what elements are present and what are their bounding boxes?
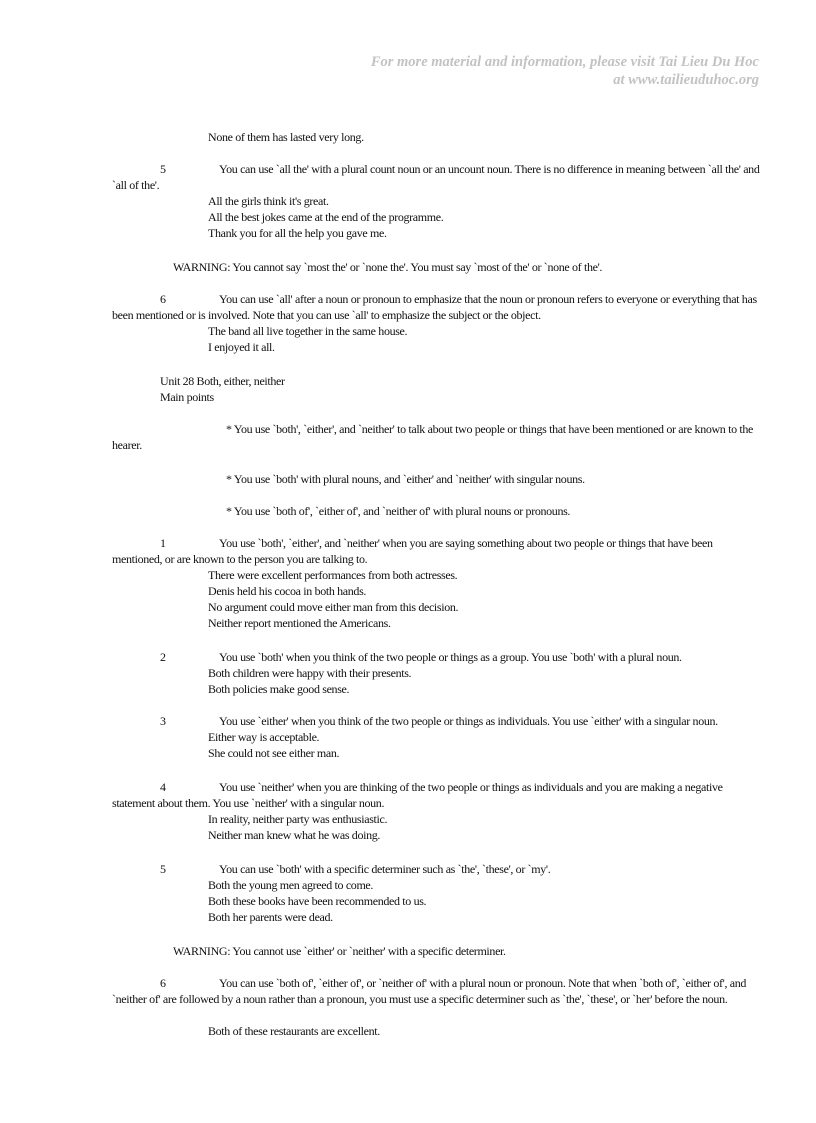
example-line: Neither man knew what he was doing. (208, 828, 381, 842)
paragraph-number: 5 (160, 162, 166, 176)
page-header (371, 53, 759, 89)
paragraph-text: You use `both', `either', and `neither' when you are saying something about two people or things that have been mentioned, or are known to the person you are talking to. (112, 536, 713, 566)
warning-note: WARNING: You cannot use `either' or `neither' with a specific determiner. (173, 944, 506, 958)
paragraph-number: 6 (160, 292, 166, 306)
example-line: Both her parents were dead. (208, 910, 333, 924)
example-line: There were excellent performances from both actresses. (208, 568, 458, 582)
numbered-paragraph (112, 779, 762, 811)
header-line-1: For more material and information, please visit Tai Lieu Du Hoc (370, 54, 759, 70)
paragraph-number: 1 (160, 536, 166, 550)
example-line: I enjoyed it all. (208, 340, 275, 354)
example-line: She could not see either man. (208, 746, 340, 760)
paragraph-number: 2 (160, 650, 166, 664)
example-line: Denis held his cocoa in both hands. (208, 584, 367, 598)
paragraph-number: 4 (160, 780, 166, 794)
paragraph-number: 3 (160, 714, 166, 728)
main-point: * You use `both' with plural nouns, and `either' and `neither' with singular nouns. (226, 472, 585, 486)
example-line: The band all live together in the same house. (208, 324, 408, 338)
paragraph-text: You can use `all' after a noun or pronoun to emphasize that the noun or pronoun refers to everyone or everything that has been mentioned or is involved. Note that you can use `all' to emphasize the subject or the object. (112, 292, 757, 322)
paragraph-text: You use `neither' when you are thinking of the two people or things as individuals and you are making a negative statement about them. You use `neither' with a singular noun. (112, 780, 723, 810)
numbered-paragraph (112, 535, 762, 567)
example-line: Neither report mentioned the Americans. (208, 616, 391, 630)
example-line: Both these books have been recommended to us. (208, 894, 427, 908)
numbered-paragraph (112, 975, 762, 1007)
numbered-paragraph (112, 161, 762, 193)
paragraph-text: You can use `all the' with a plural count noun or an uncount noun. There is no difference in meaning between `all the' and `all of the'. (112, 162, 760, 192)
example-line: Both policies make good sense. (208, 682, 350, 696)
paragraph-text: You can use `both of', `either of', or `neither of' with a plural noun or pronoun. Note that when `both of', `either of', and `neither of' are followed by a noun rather than a pronoun, you must use a specific determiner such as `the', `these', or `her' before the noun. (112, 976, 747, 1006)
main-point: * You use `both of', `either of', and `neither of' with plural nouns or pronouns. (226, 504, 571, 518)
example-line: None of them has lasted very long. (208, 130, 364, 144)
header-line-2[interactable]: at www.tailieuduhoc.org (613, 72, 759, 88)
paragraph-text: You can use `both' with a specific determiner such as `the', `these', or `my'. (219, 862, 551, 876)
numbered-paragraph (112, 291, 762, 323)
warning-note: WARNING: You cannot say `most the' or `none the'. You must say `most of the' or `none of the'. (173, 260, 603, 274)
example-line: Thank you for all the help you gave me. (208, 226, 387, 240)
example-line: Either way is acceptable. (208, 730, 320, 744)
paragraph-number: 5 (160, 862, 166, 876)
main-point: * You use `both', `either', and `neither' to talk about two people or things that have been mentioned or are known to the hearer. (112, 422, 754, 452)
example-line: All the best jokes came at the end of the programme. (208, 210, 444, 224)
paragraph-text: You use `both' when you think of the two people or things as a group. You use `both' with a plural noun. (219, 650, 682, 664)
unit-title: Unit 28 Both, either, neither (160, 374, 285, 388)
example-line: Both the young men agreed to come. (208, 878, 374, 892)
example-line: Both children were happy with their presents. (208, 666, 412, 680)
example-line: Both of these restaurants are excellent. (208, 1024, 380, 1038)
unit-subtitle: Main points (160, 390, 214, 404)
example-line: In reality, neither party was enthusiastic. (208, 812, 388, 826)
example-line: No argument could move either man from this decision. (208, 600, 459, 614)
paragraph-number: 6 (160, 976, 166, 990)
paragraph-text: You use `either' when you think of the two people or things as individuals. You use `either' with a singular noun. (219, 714, 718, 728)
example-line: All the girls think it's great. (208, 194, 329, 208)
